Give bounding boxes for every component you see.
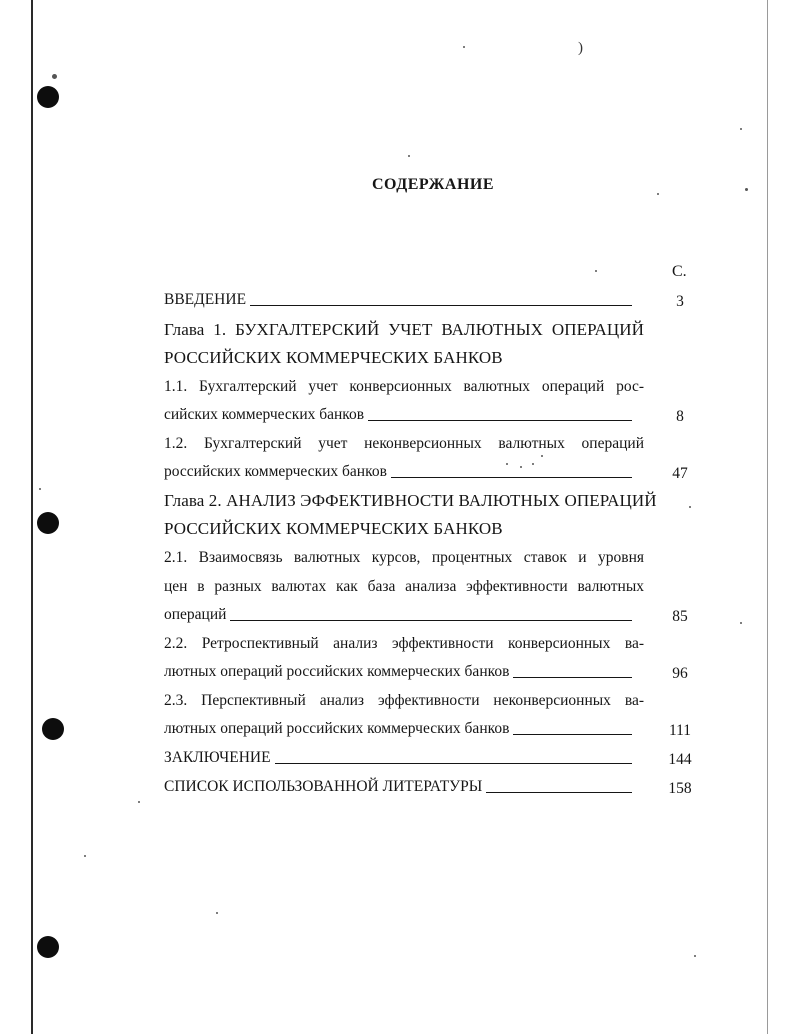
page-column-label: С. [672,263,687,280]
punch-hole [42,718,64,740]
toc-chapter-1-line-2: РОССИЙСКИХ КОММЕРЧЕСКИХ БАНКОВ [164,348,503,367]
toc-section-1-2-line-1: 1.2. Бухгалтерский учет неконверсионных валютных операций [164,435,644,452]
scan-speck [52,74,57,79]
toc-section-2-1-line-3 [164,606,638,624]
toc-chapter-2-line-1: Глава 2. АНАЛИЗ ЭФФЕКТИВНОСТИ ВАЛЮТНЫХ ОПЕРАЦИЙ [164,491,657,510]
leader-line [250,304,632,306]
scan-speck [408,155,410,157]
leader-line [275,762,632,764]
toc-page-number: 3 [676,293,684,310]
toc-entry-text: операций [164,606,227,623]
toc-entry-text: лютных операций российских коммерческих банков [164,720,510,737]
toc-page-number: 111 [668,722,692,739]
toc-entry-text: СПИСОК ИСПОЛЬЗОВАННОЙ ЛИТЕРАТУРЫ [164,778,483,795]
toc-section-2-2-line-1: 2.2. Ретроспективный анализ эффективности конверсионных ва- [164,635,644,652]
scan-speck [689,506,691,508]
toc-section-2-3-line-1: 2.3. Перспективный анализ эффективности неконверсионных ва- [164,692,644,709]
scan-speck [740,128,742,130]
leader-line [486,791,632,793]
toc-section-2-1-line-2: цен в разных валютах как база анализа эффективности валютных [164,578,644,595]
toc-entry-conclusion [164,749,638,767]
toc-entry-text: сийских коммерческих банков [164,406,365,423]
toc-section-2-2-line-2 [164,663,638,681]
leader-line [513,733,632,735]
punch-hole [37,936,59,958]
toc-chapter-1-line-1: Глава 1. БУХГАЛТЕРСКИЙ УЧЕТ ВАЛЮТНЫХ ОПЕРАЦИЙ [164,320,644,339]
scan-right-edge [767,0,768,1034]
stray-mark: ) [578,40,583,56]
scan-speck [740,622,742,624]
toc-section-1-1-line-1: 1.1. Бухгалтерский учет конверсионных валютных операций рос- [164,378,644,395]
scan-speck [84,855,86,857]
scan-speck [138,801,140,803]
toc-page-number: 8 [676,408,684,425]
toc-chapter-2-line-2: РОССИЙСКИХ КОММЕРЧЕСКИХ БАНКОВ [164,519,503,538]
toc-entry-text: ВВЕДЕНИЕ [164,291,247,308]
page-title: СОДЕРЖАНИЕ [371,176,495,193]
leader-line [368,419,632,421]
toc-entry-text: российских коммерческих банков [164,463,387,480]
scan-speck [595,270,597,272]
leader-line [513,676,632,678]
toc-section-2-3-line-2 [164,720,638,738]
scan-left-edge [31,0,33,1034]
leader-line [230,619,632,621]
toc-entry-introduction [164,291,638,309]
scan-speck [694,955,696,957]
toc-section-2-1-line-1: 2.1. Взаимосвязь валютных курсов, процентных ставок и уровня [164,549,644,566]
scan-speck [39,488,41,490]
toc-page-number: 144 [668,751,692,768]
toc-page-number: 85 [672,608,688,625]
toc-page-number: 47 [672,465,688,482]
toc-entry-bibliography [164,778,638,796]
scan-speck [463,46,465,48]
scan-speck [541,455,543,457]
toc-entry-text: ЗАКЛЮЧЕНИЕ [164,749,271,766]
leader-line [391,476,632,478]
toc-section-1-1-line-2 [164,406,638,424]
punch-hole [37,86,59,108]
toc-page-number: 96 [672,665,688,682]
toc-section-1-2-line-2 [164,463,638,481]
scan-speck [216,912,218,914]
punch-hole [37,512,59,534]
toc-page-number: 158 [668,780,692,797]
toc-entry-text: лютных операций российских коммерческих банков [164,663,510,680]
